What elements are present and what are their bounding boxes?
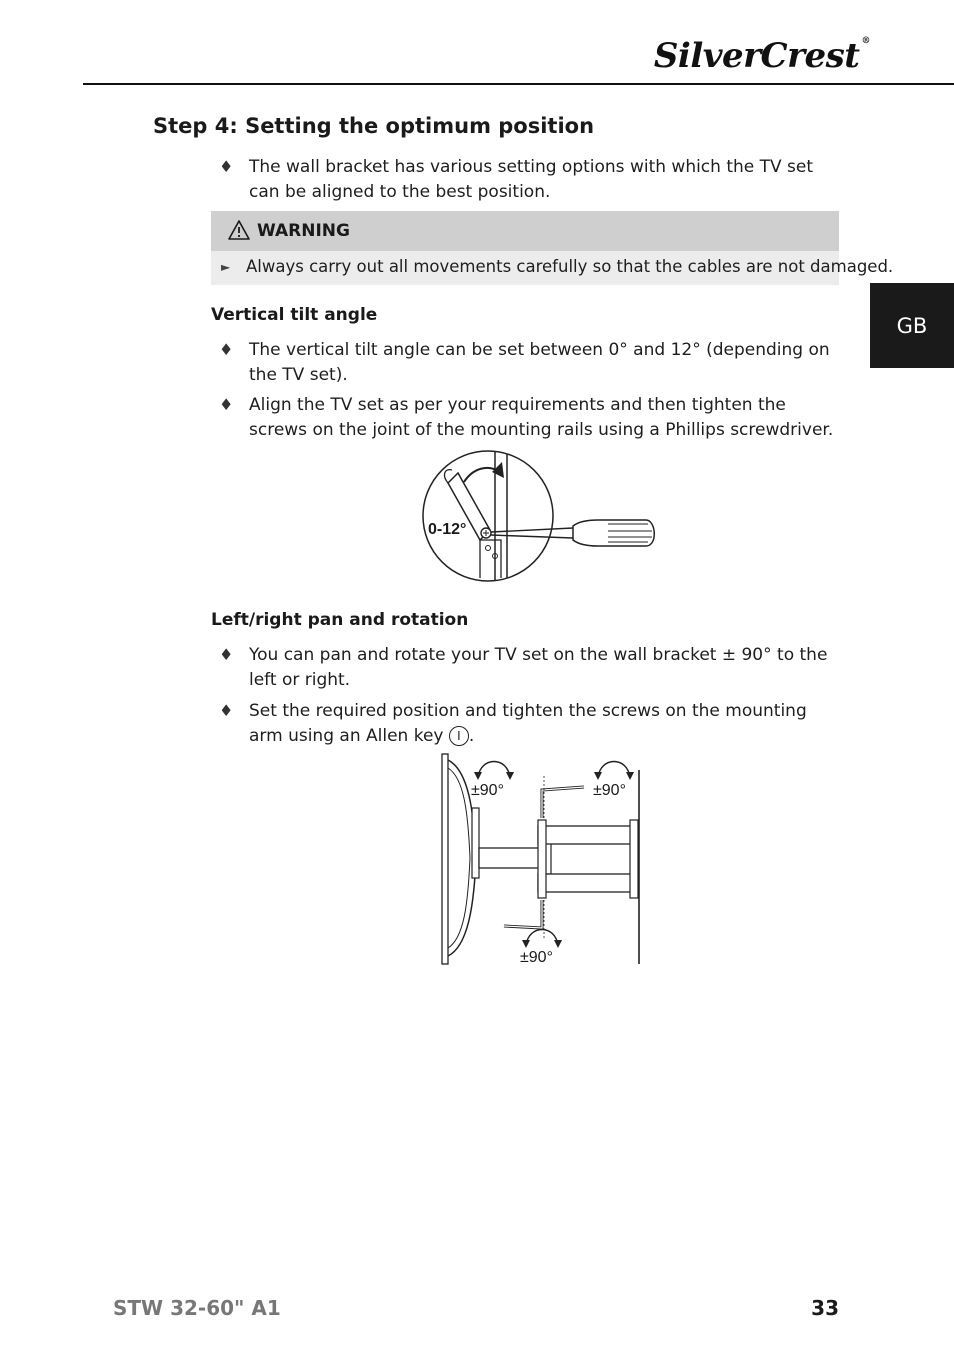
bullet-diamond: ♦ bbox=[219, 340, 234, 359]
bullet-diamond: ♦ bbox=[219, 395, 234, 414]
vertical-bullet-2: Align the TV set as per your requirements and then tighten the screws on the joint of the mounting rails using a Phillips screwdriver. bbox=[249, 395, 834, 440]
footer-model: STW 32-60" A1 bbox=[113, 1296, 281, 1320]
section-title: Step 4: Setting the optimum position bbox=[153, 114, 595, 138]
pan-angle-label-left: ±90° bbox=[471, 782, 504, 799]
warning-box bbox=[211, 211, 894, 285]
warning-title: WARNING bbox=[257, 221, 350, 241]
language-tab: GB bbox=[870, 283, 954, 368]
bullet-diamond: ♦ bbox=[219, 645, 234, 664]
pan-rotation-heading: Left/right pan and rotation bbox=[211, 610, 469, 630]
bullet-diamond: ♦ bbox=[219, 701, 234, 720]
tilt-angle-label: 0-12° bbox=[428, 521, 467, 538]
warning-triangle-icon bbox=[227, 219, 251, 241]
allen-key-ref: I bbox=[449, 726, 469, 746]
pan-bullet-2: Set the required position and tighten the screws on the mounting arm using an Allen key I . bbox=[249, 701, 807, 746]
brand-logo: SilverCrest ® bbox=[653, 36, 870, 76]
pan-angle-label-bottom: ±90° bbox=[520, 949, 553, 966]
intro-text: The wall bracket has various setting options with which the TV set can be aligned to the best position. bbox=[249, 157, 814, 202]
warning-header bbox=[211, 211, 839, 251]
vertical-tilt-heading: Vertical tilt angle bbox=[211, 305, 378, 325]
arrow-icon: ► bbox=[221, 260, 231, 274]
header-rule bbox=[83, 83, 954, 85]
bullet-diamond: ♦ bbox=[219, 157, 234, 176]
tilt-screwdriver-figure bbox=[418, 448, 663, 586]
warning-text: Always carry out all movements carefully so that the cables are not damaged. bbox=[246, 257, 894, 276]
pan-rotation-figure bbox=[438, 750, 644, 966]
pan-bullet-1: You can pan and rotate your TV set on the wall bracket ± 90° to the left or right. bbox=[249, 645, 828, 690]
pan-angle-label-right: ±90° bbox=[593, 782, 626, 799]
vertical-bullet-1: The vertical tilt angle can be set between 0° and 12° (depending on the TV set). bbox=[249, 340, 830, 385]
page-number: 33 bbox=[811, 1296, 839, 1320]
